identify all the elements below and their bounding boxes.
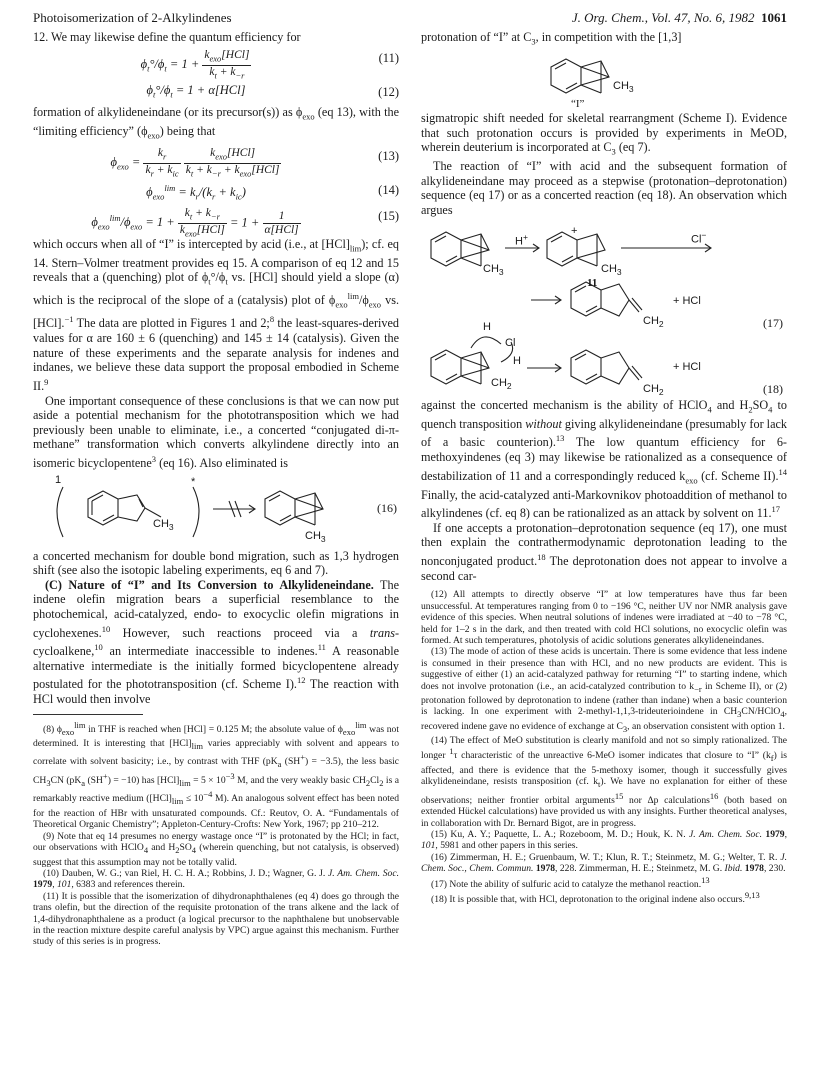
eq-num: $k_t + k_{-r}$ <box>178 207 227 224</box>
footnote: (10) Dauben, W. G.; van Riel, H. C. H. A.; Robbins, J. D.; Wagner, G. J. J. Am. Chem. Soc. 1979, 101, 6383 and references therein. <box>33 867 399 891</box>
footnotes-left <box>33 720 399 948</box>
methylene-label: $CH_2$ <box>643 382 664 397</box>
eq-number: (16) <box>377 500 397 515</box>
hydrogen-label: H <box>513 354 521 367</box>
paragraph: which occurs when all of “I” is intercepted by acid (i.e., at $[HCl]_{lim}$); cf. eq 14. Stern–Volmer treatment provides eq 15. A comparison of eq 12 and 15 reveals that a (quenching) plot of $\phi_t^\circ/\phi_t$ vs. [HCl] should yield a slope (α) which is the reciprocal of the slope of a (catalysis) plot of $\phi_{exo}^{lim}/\phi_{exo}$ vs. [HCl].$^{-1}$ The data are plotted in Figures 1 and 2;$^8$ the least-squares-derived values for α are 160 ± 6 (quenching) and 145 ± 14 (catalysis). Given the nature of these experiments and the separate analysis for indenes and indanes, we believe these data support the proposal embodied in Scheme II.$^9$ <box>33 236 400 393</box>
eq-lhs: $\phi_{exo}^{lim}/\phi_{exo} = 1$ + <box>91 213 175 232</box>
footnotes-right <box>421 589 787 905</box>
running-header <box>33 10 787 30</box>
paragraph: The reaction of “I” with acid and the subsequent formation of alkylideneindane may proceed as a stepwise (protonation–deprotonation) sequence (eq 17) or as a concerted reaction (eq 18). An observation which argues <box>421 159 787 218</box>
paragraph: protonation of “I” at $C_3$, in competition with the [1,3] <box>421 30 682 47</box>
equation-13 <box>33 143 399 177</box>
eq-body: $\phi_t^\circ/\phi_t = 1 + \alpha[HCl]$ <box>146 82 246 100</box>
chlorine-label: Cl <box>505 336 516 349</box>
eq-num: 1 <box>263 210 301 224</box>
equation-14 <box>33 177 399 203</box>
footnote: (9) Note that eq 14 presumes no energy wastage once “I” is protonated by the HCl; in fact, our observations with HClO$_4$ and $H_2SO_4$ (wherein quenching, but not catalysis, is observed) suggest that this assumption may not be totally valid. <box>33 830 400 868</box>
equation-12 <box>33 79 399 105</box>
paragraph <box>33 578 399 707</box>
paragraph: 12. We may likewise define the quantum efficiency for <box>33 30 301 44</box>
right-column <box>421 30 787 906</box>
eq-number: (15) <box>378 208 399 223</box>
eq-body: $\phi_{exo}^{lim} = k_r/(k_r + k_{ic})$ <box>146 182 246 202</box>
methyl-label: $CH_3$ <box>483 262 504 277</box>
footnote: (8) $\phi_{exo}^{lim}$ in THF is reached when [HCl] = 0.125 M; the absolute value of $\phi_{exo}^{lim}$ was not determined. It is interesting that $[HCl]_{lim}$ varies appreciably with solvent and appears to correlate with solvent basicity; i.e., by contrast with THF ($pK_a$ (SH+) = −3.5), the less basic $CH_3CN$ ($pK_a$ (SH+) = −10) has $[HCl]_{lim} = 5 \times 10^{-3}$ M, and the very weakly basic $CH_2Cl_2$ is a remarkably reactive medium ($[HCl]_{lim} \le 10^{-4}$ M). An analogous solvent effect has been noted for the reaction of HBr with unsaturated compounds. Cf.: Reutov, O. A. “Fundamentals of Theoretical Organic Chemistry”; Appleton-Century-Crofts: New York, 1967; pp 210–212. <box>33 719 400 831</box>
methyl-label: $CH_3$ <box>601 262 622 277</box>
methylene-label: $CH_2$ <box>491 376 512 391</box>
compound-number: 11 <box>587 276 598 289</box>
footnote: (17) Note the ability of sulfuric acid to catalyze the methanol reaction.$^{13}$ <box>431 874 710 890</box>
eq-den: $k_r + k_{ic}$ <box>145 163 179 179</box>
footnote: (13) The mode of action of these acids is uncertain. There is some evidence that less indene is consumed in their presence than with HCl, and no new products are evident. This is suggestive of either (1) an acid-catalyzed pathway for returning “I” to starting indene, which does not involve protonation (i.e., an acid-catalyzed contribution to $k_{-r}$ in Scheme II), or (2) protonation followed by deprotonation to indene (rather than indane) when a basic counterion is lacking. In one experiment with 2-methyl-1,1,3-trideuterioindene in $CH_3CN/HClO_4$, recovered indene gave no evidence of exchange at $C_3$, an observation consistent with option 1. <box>421 646 787 734</box>
position-label: 1 <box>55 473 62 486</box>
hydrogen-label: H <box>483 320 491 333</box>
scheme-eq17-18 <box>421 218 787 398</box>
structure-caption: “I” <box>571 98 585 111</box>
methylene-label: $CH_2$ <box>643 314 664 329</box>
cation-charge: + <box>571 224 578 237</box>
section-heading: (C) Nature of “I” and Its Conversion to Alkylideneindane. <box>45 577 374 592</box>
equation-11 <box>33 45 399 79</box>
eq16-structures <box>33 471 399 549</box>
footnote: (12) All attempts to directly observe “I” at low temperatures have thus far been unsuccessful. At temperatures ranging from 0 to −196 °C, neither UV nor NMR analysis gave evidence of this species. When neutral solutions of indenes were irradiated at −40 to −78 °C, held for 1–2 s in the dark, and then treated with cold HCl solutions, no exocyclic olefin was formed. At such temperatures, photolysis of acidic solutions generates alkylideneindanes. <box>421 589 787 646</box>
eq-number: (18) <box>763 381 783 396</box>
header-journal <box>572 10 787 26</box>
eq-den: $k_{exo}[HCl]$ <box>179 223 225 239</box>
footnote: (18) It is possible that, with HCl, deprotonation to the original indene also occurs.$^{9,13}$ <box>431 890 760 906</box>
methyl-label: $CH_3$ <box>305 529 326 544</box>
bicyclopentene-structure <box>421 49 787 111</box>
paragraph: against the concerted mechanism is the ability of HClO$_4$ and $H_2SO_4$ to quench transposition without giving alkylideneindane (presumably for lack of a basic counterion).$^{13}$ The low quantum efficiency for 6-methoxyindenes (eq 3) may likewise be rationalized as a consequence of destabilization of 11 and a correspondingly reduced $k_{exo}$ (cf. Scheme II).$^{14}$ Finally, the acid-catalyzed anti-Markovnikov photoaddition of methanol to alkylindenes (cf. eq 8) can be rationalized as an attack by solvent on 11.17 <box>421 397 787 521</box>
footnote: (11) It is possible that the isomerization of dihydronaphthalenes (eq 4) does go through the trans olefin, but the direction of the requisite protonation of the trans alkene and the lack of 1,4-dihydronaphthalene as a product (a logical precursor to the naphthalene but unobservable in the reaction mixture despite careful analysis by VPC) argue against this mechanism. Further study of this series is in progress. <box>33 890 399 948</box>
eq-number: (11) <box>378 50 399 65</box>
eq-mid: = 1 + <box>230 215 260 230</box>
left-column <box>33 30 399 948</box>
paragraph: sigmatropic shift needed for skeletal rearrangment (Scheme I). Evidence that such protonation occurs is provided by experiments in MeOD, wherein deuterium is incorporated at $C_3$ (eq 7). <box>421 111 787 157</box>
eq-den: $k_t + k_{-r} + k_{exo}[HCl]$ <box>185 163 280 179</box>
eq-lhs: $\phi_t^\circ/\phi_t = 1$ + <box>140 57 200 74</box>
paragraph: a concerted mechanism for double bond migration, such as 1,3 hydrogen shift (see also the isotopic labeling experiments, eq 6 and 7). <box>33 548 399 578</box>
scheme-eq16 <box>33 471 399 549</box>
proton-label: H+ <box>515 231 528 248</box>
footnote: (14) The effect of MeO substitution is clearly manifold and not so simply rationalized. The longer $^1$τ characteristic of the unreactive 6-MeO isomer indicates that closure to “I” $(k_f)$ is affected, and there is evidence that the 5-methoxy isomer, though it successfully gives alkylideneindane, resists transposition (cf. $k_t$). We have no explanation for either of these observations; neither frontier orbital arguments$^{15}$ nor Δp calculations$^{16}$ (both based on extended Hückel calculations) have provided us with any insights. Further theoretical analyses, in collaboration with Dr. Bernard Bigot, are in progress. <box>421 734 788 829</box>
eq-number: (17) <box>763 315 783 330</box>
eq-num: $k_{exo}[HCl]$ <box>202 49 251 66</box>
eq-num: $k_r$ <box>143 147 180 164</box>
eq-num: $k_{exo}[HCl]$ <box>184 147 282 164</box>
chloride-label: Cl− <box>691 229 707 246</box>
hcl-label: + HCl <box>673 294 701 307</box>
journal-citation: J. Org. Chem., Vol. 47, No. 6, 1982 <box>571 10 755 25</box>
footnote-rule <box>33 714 143 715</box>
excited-star: * <box>191 475 196 488</box>
paragraph: One important consequence of these conclusions is that we can now put aside a potential mechanism for the phototransposition which we had previously been unable to eliminate, i.e., a concerted “conjugated di-π-methane” transformation which converts alkylindene directly into an isomeric bicyclopentene$^3$ (eq 16). Also eliminated is <box>33 393 399 470</box>
page-number: 1061 <box>761 10 787 25</box>
paragraph: formation of alkylideneindane (or its precursor(s)) as $\phi_{exo}$ (eq 13), with the “limiting efficiency” $(\phi_{exo})$ being that <box>33 104 399 141</box>
eq-number: (13) <box>378 148 399 163</box>
methyl-label: $CH_3$ <box>613 80 634 95</box>
eq-den: $k_t + k_{-r}$ <box>209 65 245 81</box>
header-title: Photoisomerization of 2-Alkylindenes <box>33 10 232 25</box>
hcl-label: + HCl <box>673 360 701 373</box>
equation-15 <box>33 203 399 237</box>
structure-I <box>421 49 787 111</box>
paragraph: If one accepts a protonation–deprotonation sequence (eq 17), one must then explain the contrathermodynamic deprotonation leading to the nonconjugated product.$^{18}$ The deprotonation does not appear to involve a second car- <box>421 520 787 583</box>
eq-lhs: $\phi_{exo}$ = <box>110 155 141 172</box>
eq-number: (12) <box>378 84 399 99</box>
eq-number: (14) <box>378 182 399 197</box>
footnote: (16) Zimmerman, H. E.; Gruenbaum, W. T.; Klun, R. T.; Steinmetz, M. G.; Welter, T. R. J. Chem. Soc., Chem. Commun. 1978, 228. Zimmerman, H. E.; Steinmetz, M. G. Ibid. 1978, 230. <box>421 851 787 875</box>
paragraph-text: The indene olefin migration bears a superficial resemblance to the photochemical, acid-catalyzed, endo- to exocyclic olefin migrations in cyclohexenes.$^{10}$ However, such reactions proceed via a trans-cycloalkene,$^{10}$ an intermediate inaccessible to indenes.$^{11}$ A reasonable alternative intermediate is the initially formed bicyclopentene already postulated for the phototransposition (cf. Scheme I).$^{12}$ The reaction with HCl would then involve <box>33 577 400 707</box>
footnote: (15) Ku, A. Y.; Paquette, L. A.; Rozeboom, M. D.; Houk, K. N. J. Am. Chem. Soc. 1979, 101, 5981 and other papers in this series. <box>421 828 787 852</box>
methyl-label: $CH_3$ <box>153 517 174 532</box>
eq17-18-structures <box>421 218 787 398</box>
eq-den: α[HCl] <box>264 223 299 236</box>
